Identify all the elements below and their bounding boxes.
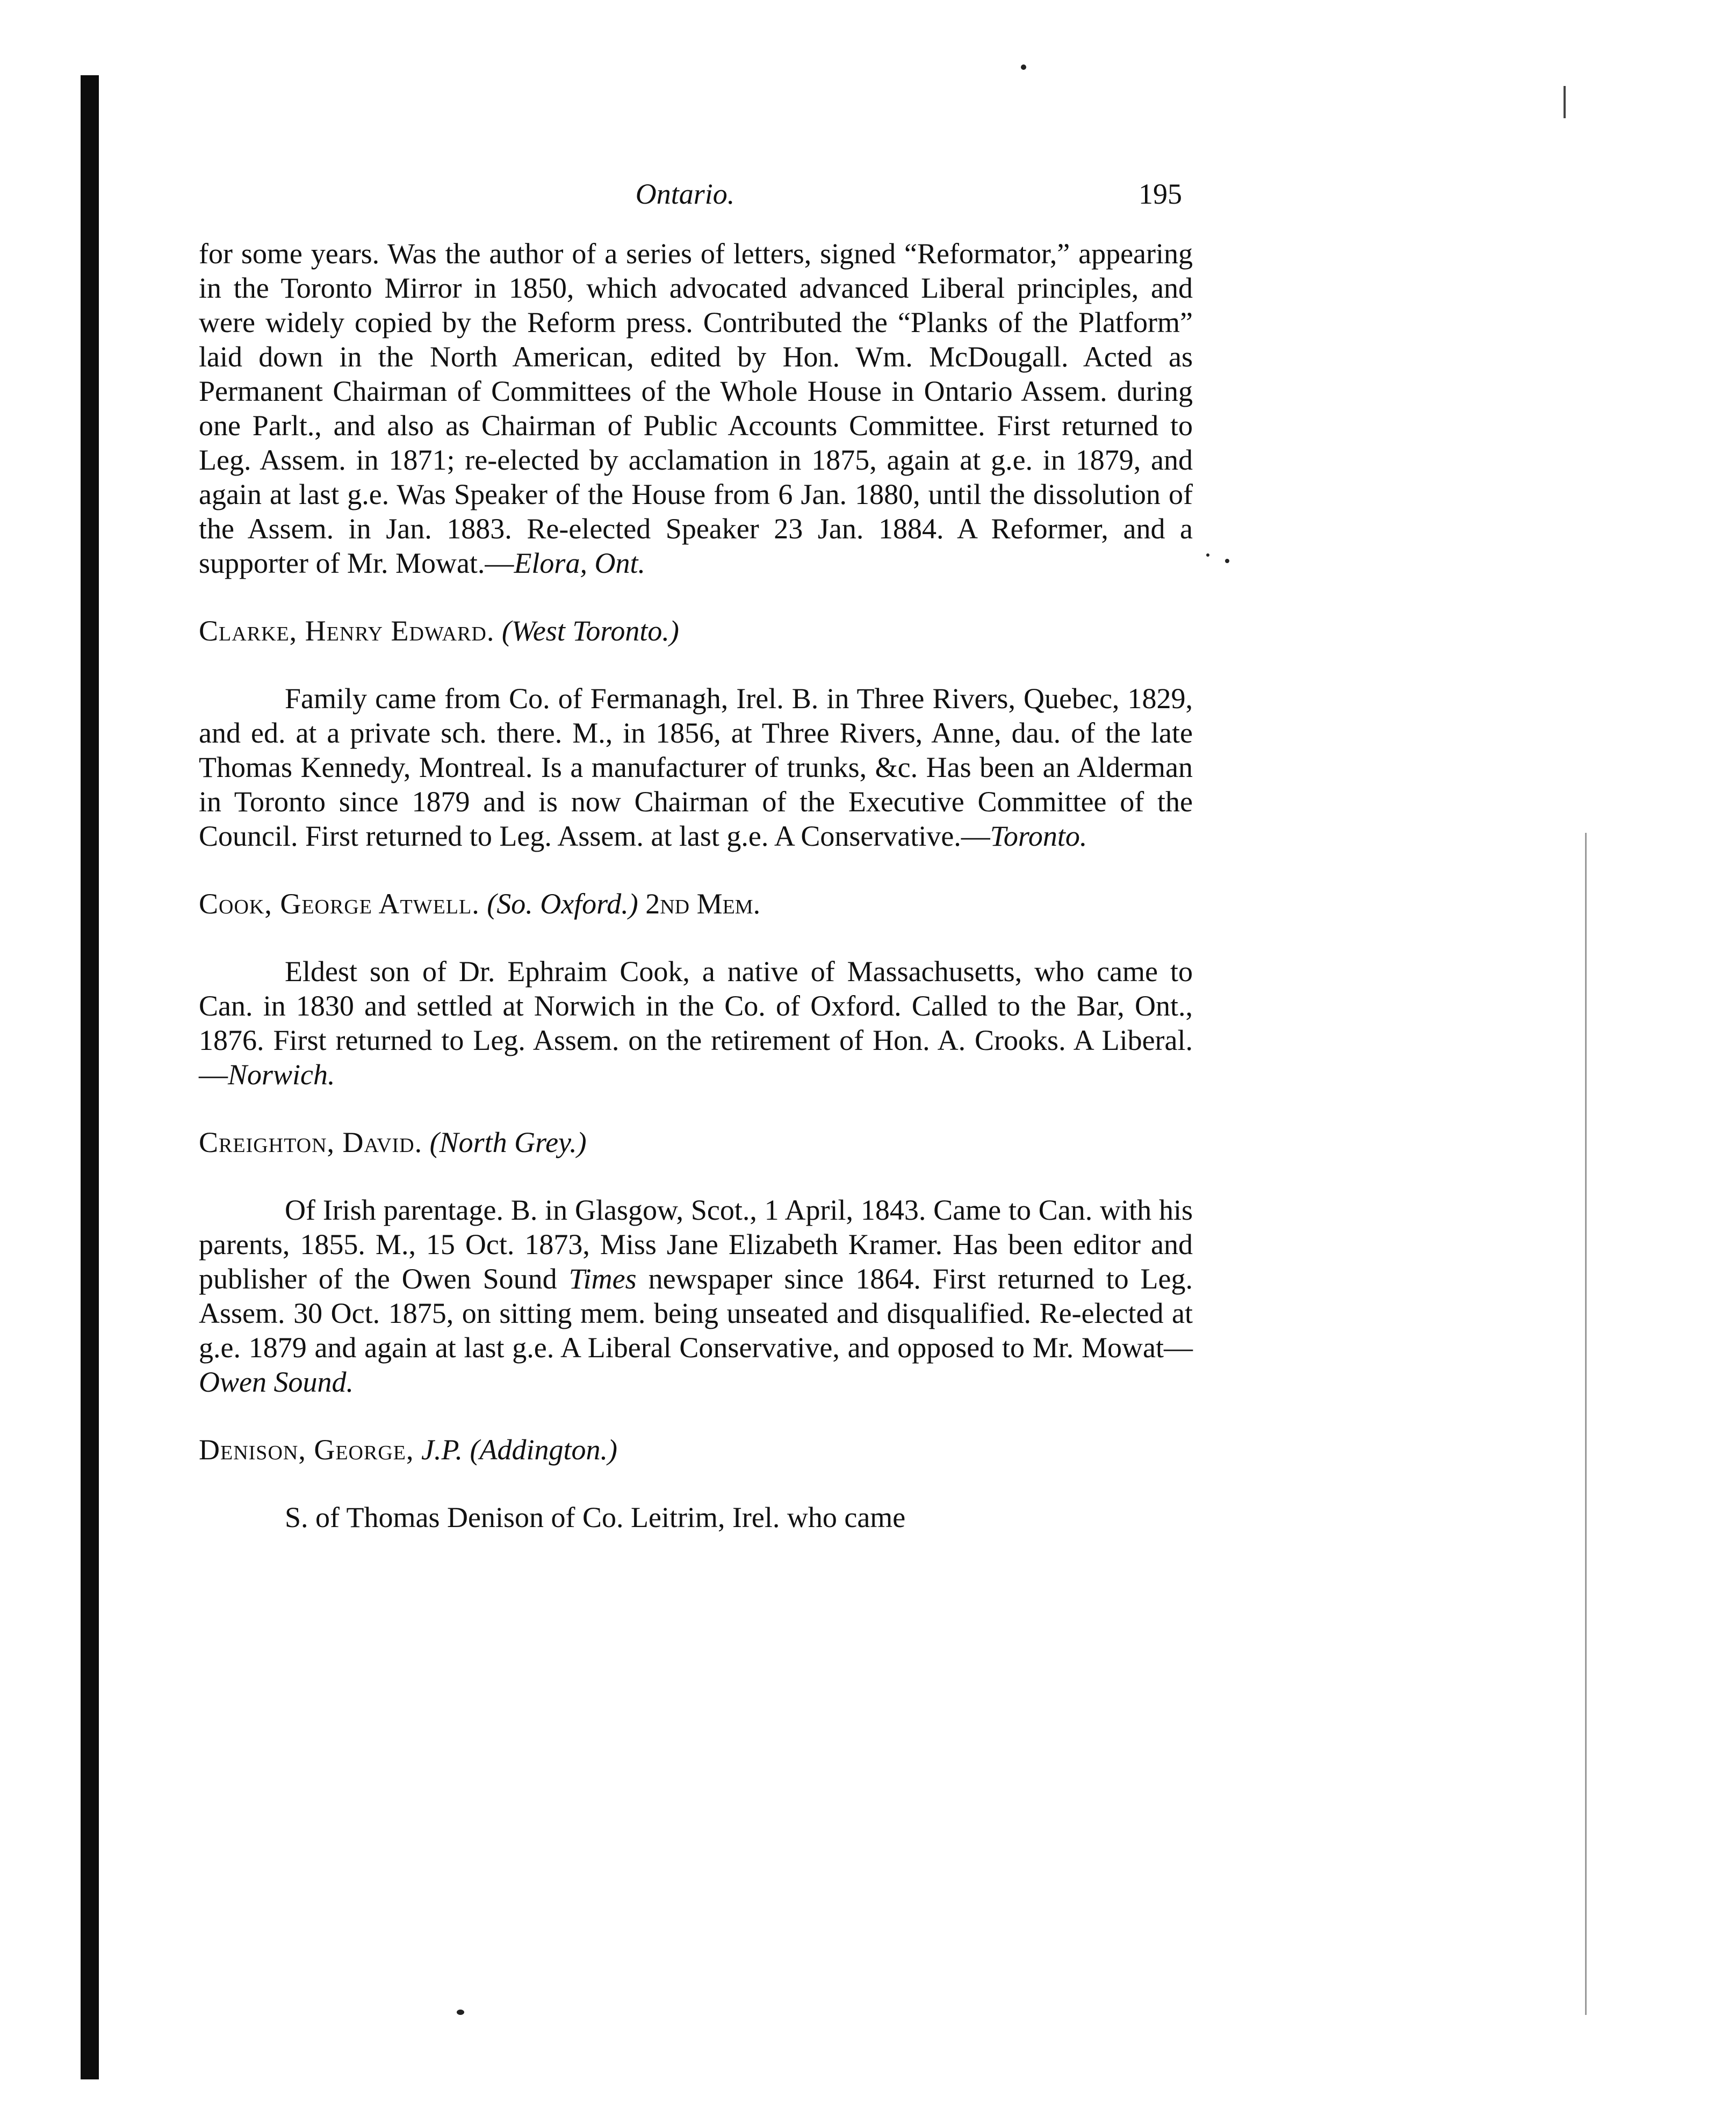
continued-entry: [199, 236, 1193, 580]
scan-speck: [1021, 64, 1026, 70]
member-name: Clarke, Henry Edward.: [199, 615, 495, 647]
entry-body-text: S. of Thomas Denison of Co. Leitrim, Irel. who came: [285, 1501, 906, 1533]
constituency: (North Grey.): [429, 1126, 587, 1158]
page-number: 195: [1139, 178, 1182, 210]
entry-residence: Owen Sound.: [199, 1366, 354, 1398]
entry-heading: [199, 1432, 1193, 1467]
member-note: 2nd Mem.: [645, 888, 761, 920]
entry-body-text: Of Irish parentage. B. in Glasgow, Scot., 1 April, 1843. Came to Can. with his parents, 1855. M., 15 Oct. 1873, Miss Jane Elizabeth Kramer. Has been editor and publisher of the Owen Sound: [199, 1194, 1193, 1295]
member-name: Denison, George,: [199, 1434, 414, 1466]
scan-speck: [1206, 553, 1209, 557]
running-title: Ontario.: [635, 178, 735, 210]
entry-body-text: newspaper since 1864. First returned to Leg. Assem. 30 Oct. 1875, on sitting mem. being unseated and disqualified. Re-elected at g.e. 1879 and again at last g.e. A Liberal Conservative, and opposed to Mr. Mowat—: [199, 1263, 1193, 1364]
entry-body-text: Eldest son of Dr. Ephraim Cook, a native of Massachusetts, who came to Can. in 1830 and settled at Norwich in the Co. of Oxford. Called to the Bar, Ont., 1876. First returned to Leg. Assem. on the retirement of Hon. A. Crooks. A Liberal.—: [199, 955, 1193, 1091]
newspaper-title: Times: [568, 1263, 637, 1295]
entry-heading: [199, 614, 1193, 648]
entry-body: [199, 681, 1193, 853]
entry-body: [199, 1193, 1193, 1399]
entry-residence: Toronto.: [990, 820, 1087, 852]
text-block: [199, 236, 1193, 1535]
scan-edge-noise: [1585, 833, 1587, 2015]
member-name: Cook, George Atwell.: [199, 888, 480, 920]
entry-body-text: for some years. Was the author of a series of letters, signed “Reformator,” appearing in the Toronto Mirror in 1850, which advocated advanced Liberal principles, and were widely copied by the Reform press. Contributed the “Planks of the Platform” laid down in the North American, edited by Hon. Wm. McDougall. Acted as Permanent Chairman of Committees of the Whole House in Ontario Assem. during one Parlt., and also as Chairman of Public Accounts Committee. First returned to Leg. Assem. in 1871; re-elected by acclamation in 1875, again at g.e. in 1879, and again at last g.e. Was Speaker of the House from 6 Jan. 1880, until the dissolution of the Assem. in Jan. 1883. Re-elected Speaker 23 Jan. 1884. A Reformer, and a supporter of Mr. Mowat.—: [199, 237, 1193, 579]
constituency: (Addington.): [470, 1434, 617, 1466]
scan-speck: [1225, 559, 1229, 563]
scan-edge-noise: [1564, 86, 1566, 118]
entry-body-text: Family came from Co. of Fermanagh, Irel. B. in Three Rivers, Quebec, 1829, and ed. at a private sch. there. M., in 1856, at Three Rivers, Anne, dau. of the late Thomas Kennedy, Montreal. Is a manufacturer of trunks, &c. Has been an Alderman in Toronto since 1879 and is now Chairman of the Executive Committee of the Council. First returned to Leg. Assem. at last g.e. A Conservative.—: [199, 682, 1193, 852]
entry-heading: [199, 887, 1193, 921]
constituency: (So. Oxford.): [487, 888, 638, 920]
constituency: (West Toronto.): [501, 615, 679, 647]
scan-speck: [457, 2010, 464, 2015]
entry-residence: Norwich.: [228, 1059, 335, 1091]
entry-body: [199, 1500, 1193, 1535]
scan-binding-edge: [81, 75, 99, 2079]
member-title: J.P.: [421, 1434, 463, 1466]
entry-residence: Elora, Ont.: [514, 547, 645, 579]
entry-heading: [199, 1125, 1193, 1160]
running-head: [188, 177, 1182, 220]
member-name: Creighton, David.: [199, 1126, 423, 1158]
entry-body: [199, 954, 1193, 1092]
